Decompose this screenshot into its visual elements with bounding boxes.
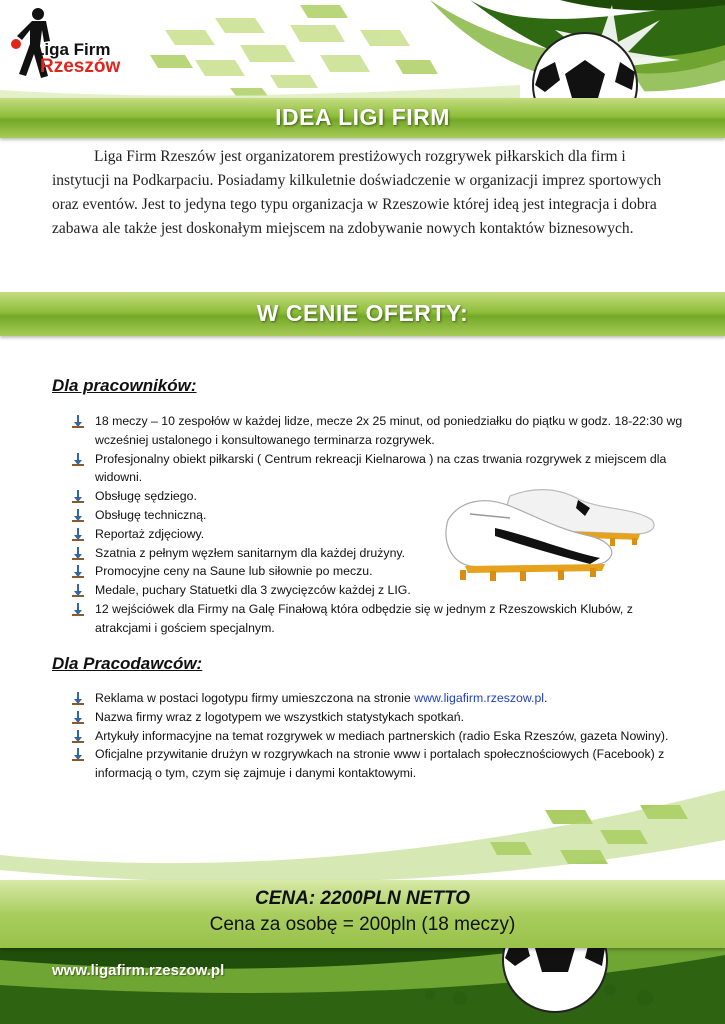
arrow-bullet-icon (72, 528, 84, 541)
list-item: Szatnia z pełnym węzłem sanitarnym dla każdej drużyny. (72, 544, 684, 563)
arrow-bullet-icon (72, 415, 84, 428)
intro-paragraph: Liga Firm Rzeszów jest organizatorem prestiżowych rozgrywek piłkarskich dla firm i instytucji na Podkarpaciu. Posiadamy kilkuletnie doświadczenie w organizacji imprez sportowych oraz eventów. Jest to jedyna tego typu organizacja w Rzeszowie której ideą jest integracja i dobra zabawa ale także jest doskonałym miejscem na zdobywanie nowych kontaktów biznesowych. (52, 148, 662, 237)
arrow-bullet-icon (72, 547, 84, 560)
arrow-bullet-icon (72, 711, 84, 724)
arrow-bullet-icon (72, 509, 84, 522)
section2-banner (0, 292, 725, 336)
list-item: Artykuły informacyjne na temat rozgrywek w mediach partnerskich (radio Eska Rzeszów, gazeta Nowiny). (72, 727, 672, 746)
arrow-bullet-icon (72, 730, 84, 743)
arrow-bullet-icon (72, 692, 84, 705)
price-net: CENA: 2200PLN NETTO (254, 888, 471, 909)
logo-line1: Liga Firm (34, 40, 111, 59)
list-item: Obsługę techniczną. (72, 506, 684, 525)
list-item: Reportaż zdjęciowy. (72, 525, 684, 544)
arrow-bullet-icon (72, 584, 84, 597)
list-item: Promocyjne ceny na Saune lub siłownie po meczu. (72, 562, 684, 581)
footer-url[interactable]: www.ligafirm.rzeszow.pl (52, 962, 225, 979)
employers-list (72, 689, 672, 783)
website-link[interactable]: www.ligafirm.rzeszow.pl (414, 691, 545, 705)
logo-line2: Rzeszów (40, 56, 121, 77)
employers-heading: Dla Pracodawców: (52, 654, 203, 673)
arrow-bullet-icon (72, 565, 84, 578)
employees-heading: Dla pracowników: (52, 376, 197, 395)
list-item: Obsługę sędziego. (72, 487, 684, 506)
list-item: Reklama w postaci logotypu firmy umieszczona na stronie www.ligafirm.rzeszow.pl. (72, 689, 672, 708)
price-per-person: Cena za osobę = 200pln (18 meczy) (209, 914, 516, 935)
list-item: Nazwa firmy wraz z logotypem we wszystkich statystykach spotkań. (72, 708, 672, 727)
list-item: 18 meczy – 10 zespołów w każdej lidze, mecze 2x 25 minut, od poniedziałku do piątku w godz. 18-22:30 wg wcześniej ustalonego i konsultowanego terminarza rozgrywek. (72, 412, 684, 450)
arrow-bullet-icon (72, 490, 84, 503)
arrow-bullet-icon (72, 748, 84, 761)
section2-title: W CENIE OFERTY: (256, 300, 469, 326)
arrow-bullet-icon (72, 453, 84, 466)
section1-title: IDEA LIGI FIRM (275, 104, 450, 130)
arrow-bullet-icon (72, 603, 84, 616)
football-boot-icon (440, 478, 660, 588)
list-item: Medale, puchary Statuetki dla 3 zwycięzców każdej z LIG. (72, 581, 684, 600)
list-item: 12 wejściówek dla Firmy na Galę Finałową która odbędzie się w jednym z Rzeszowskich Klubów, z atrakcjami i gościem specjalnym. (72, 600, 635, 638)
section1-banner (0, 98, 725, 138)
list-item: Oficjalne przywitanie drużyn w rozgrywkach na stronie www i portalach społecznościowych (Facebook) z informacją o tym, czym się zajmuje i danymi kontaktowymi. (72, 745, 675, 783)
list-item: Profesjonalny obiekt piłkarski ( Centrum rekreacji Kielnarowa ) na czas trwania rozgrywek z miejscem dla widowni. (72, 450, 675, 488)
